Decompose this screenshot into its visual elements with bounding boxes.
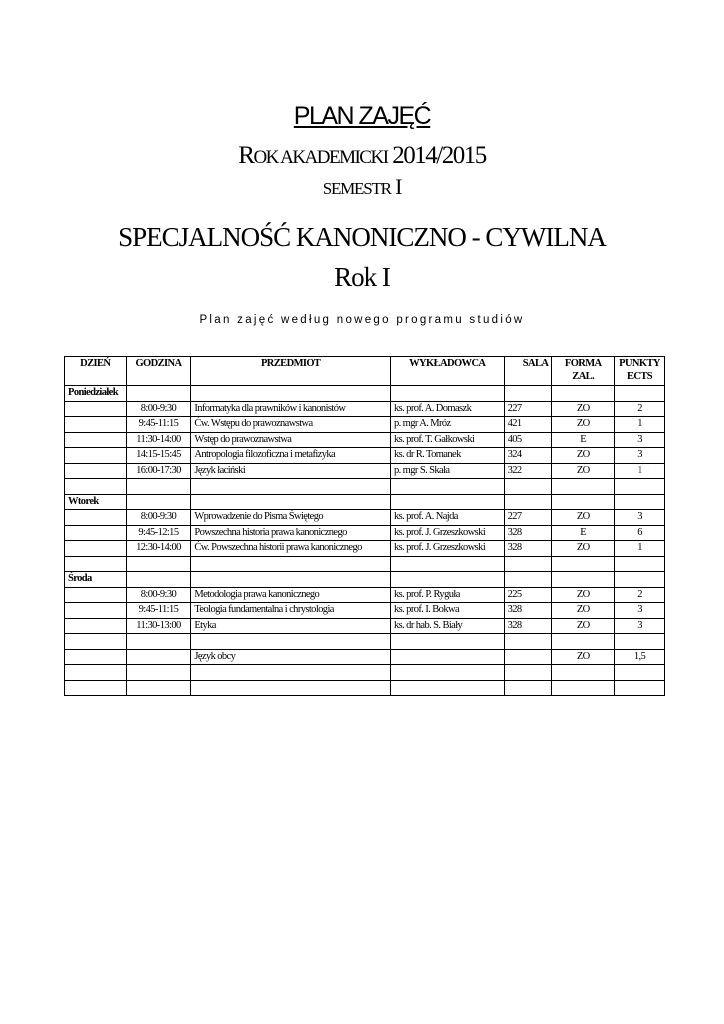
cell-subject xyxy=(191,572,391,588)
table-row xyxy=(65,525,665,541)
specialty-title: SPECJALNOŚĆ KANONICZNO - CYWILNA xyxy=(118,222,606,252)
table-row xyxy=(65,649,665,665)
cell-day xyxy=(65,417,127,433)
cell-room xyxy=(504,665,552,681)
table-row xyxy=(65,572,665,588)
cell-subject: Teologia fundamentalna i chrystologia xyxy=(191,603,391,619)
cell-lecturer: ks. prof. J. Grzeszkowski xyxy=(390,541,504,557)
cell-form: ZO xyxy=(552,618,615,634)
cell-lecturer xyxy=(390,634,504,650)
cell-day xyxy=(65,665,127,681)
cell-subject xyxy=(191,665,391,681)
cell-room: 328 xyxy=(504,541,552,557)
cell-ects xyxy=(615,494,665,510)
cell-ects xyxy=(615,634,665,650)
cell-ects xyxy=(615,665,665,681)
cell-room xyxy=(504,680,552,696)
cell-time: 12:30-14:00 xyxy=(126,541,191,557)
cell-time xyxy=(126,572,191,588)
cell-day xyxy=(65,649,127,665)
cell-ects xyxy=(615,680,665,696)
cell-ects: 2 xyxy=(615,401,665,417)
table-row xyxy=(65,494,665,510)
cell-day: Wtorek xyxy=(65,494,127,510)
cell-form: ZO xyxy=(552,603,615,619)
cell-room: 324 xyxy=(504,448,552,464)
table-row xyxy=(65,634,665,650)
cell-day xyxy=(65,634,127,650)
page-title: PLAN ZAJĘĆ xyxy=(293,102,431,130)
cell-lecturer xyxy=(390,649,504,665)
cell-time xyxy=(126,680,191,696)
cell-subject: Wprowadzenie do Pisma Świętego xyxy=(191,510,391,526)
cell-time: 8:00-9:30 xyxy=(126,401,191,417)
cell-room xyxy=(504,479,552,495)
program-note: Plan zajęć według nowego programu studiów xyxy=(199,314,525,326)
cell-lecturer xyxy=(390,680,504,696)
cell-lecturer: ks. prof. J. Grzeszkowski xyxy=(390,525,504,541)
cell-ects: 1 xyxy=(615,463,665,479)
year-of-study: Rok I xyxy=(334,262,390,292)
cell-time xyxy=(126,494,191,510)
table-row xyxy=(65,479,665,495)
table-row xyxy=(65,541,665,557)
cell-ects: 3 xyxy=(615,510,665,526)
cell-form: ZO xyxy=(552,541,615,557)
cell-time: 11:30-13:00 xyxy=(126,618,191,634)
column-header-time: GODZINA xyxy=(126,357,191,386)
cell-day xyxy=(65,463,127,479)
cell-day xyxy=(65,479,127,495)
cell-subject: Język obcy xyxy=(191,649,391,665)
cell-lecturer xyxy=(390,494,504,510)
cell-lecturer xyxy=(390,572,504,588)
cell-ects: 3 xyxy=(615,448,665,464)
cell-form: ZO xyxy=(552,401,615,417)
cell-ects xyxy=(615,386,665,402)
cell-form xyxy=(552,680,615,696)
semester-value: I xyxy=(395,174,402,199)
table-row xyxy=(65,510,665,526)
cell-time: 9:45-11:15 xyxy=(126,417,191,433)
cell-ects: 3 xyxy=(615,432,665,448)
cell-form xyxy=(552,665,615,681)
table-row xyxy=(65,463,665,479)
cell-room: 328 xyxy=(504,603,552,619)
table-row xyxy=(65,417,665,433)
cell-subject: Metodologia prawa kanonicznego xyxy=(191,587,391,603)
cell-room xyxy=(504,386,552,402)
table-row xyxy=(65,432,665,448)
cell-time xyxy=(126,386,191,402)
cell-ects: 1,5 xyxy=(615,649,665,665)
cell-form: ZO xyxy=(552,649,615,665)
table-row xyxy=(65,603,665,619)
cell-subject: Informatyka dla prawników i kanonistów xyxy=(191,401,391,417)
cell-lecturer: ks. prof. P. Ryguła xyxy=(390,587,504,603)
cell-subject: Powszechna historia prawa kanonicznego xyxy=(191,525,391,541)
cell-form xyxy=(552,479,615,495)
column-header-lecturer: WYKŁADOWCA xyxy=(390,357,504,386)
cell-time: 9:45-11:15 xyxy=(126,603,191,619)
cell-form: E xyxy=(552,432,615,448)
cell-room xyxy=(504,649,552,665)
cell-time: 11:30-14:00 xyxy=(126,432,191,448)
cell-form: E xyxy=(552,525,615,541)
column-header-subject: PRZEDMIOT xyxy=(191,357,391,386)
cell-lecturer: ks. prof. T. Gałkowski xyxy=(390,432,504,448)
cell-subject xyxy=(191,386,391,402)
cell-room: 405 xyxy=(504,432,552,448)
schedule-table xyxy=(64,356,665,696)
cell-lecturer: ks. prof. A. Domaszk xyxy=(390,401,504,417)
column-header-form: FORMA ZAL. xyxy=(552,357,615,386)
cell-room xyxy=(504,494,552,510)
table-row xyxy=(65,386,665,402)
cell-form xyxy=(552,572,615,588)
cell-subject xyxy=(191,494,391,510)
cell-room xyxy=(504,572,552,588)
cell-subject: Etyka xyxy=(191,618,391,634)
cell-form: ZO xyxy=(552,463,615,479)
cell-lecturer: ks. dr R. Tomanek xyxy=(390,448,504,464)
cell-form xyxy=(552,556,615,572)
cell-room: 227 xyxy=(504,401,552,417)
table-row xyxy=(65,448,665,464)
cell-time: 9:45-12:15 xyxy=(126,525,191,541)
cell-ects xyxy=(615,572,665,588)
cell-ects: 6 xyxy=(615,525,665,541)
cell-day xyxy=(65,618,127,634)
cell-form: ZO xyxy=(552,448,615,464)
cell-day xyxy=(65,541,127,557)
academic-year xyxy=(0,142,724,170)
cell-subject: Ćw. Wstępu do prawoznawstwa xyxy=(191,417,391,433)
cell-room: 322 xyxy=(504,463,552,479)
cell-lecturer: p. mgr S. Skała xyxy=(390,463,504,479)
cell-day xyxy=(65,510,127,526)
cell-form: ZO xyxy=(552,510,615,526)
cell-lecturer xyxy=(390,556,504,572)
cell-lecturer xyxy=(390,665,504,681)
cell-day xyxy=(65,525,127,541)
academic-year-label: OK AKADEMICKI xyxy=(253,147,388,168)
cell-room: 421 xyxy=(504,417,552,433)
cell-form: ZO xyxy=(552,417,615,433)
cell-ects: 1 xyxy=(615,541,665,557)
cell-subject xyxy=(191,634,391,650)
cell-room xyxy=(504,634,552,650)
academic-year-value: 2014/2015 xyxy=(392,142,486,169)
cell-time xyxy=(126,556,191,572)
cell-time: 8:00-9:30 xyxy=(126,587,191,603)
cell-lecturer: ks. prof. I. Bokwa xyxy=(390,603,504,619)
cell-ects: 1 xyxy=(615,417,665,433)
cell-day xyxy=(65,401,127,417)
cell-lecturer xyxy=(390,386,504,402)
cell-subject: Antropologia filozoficzna i metafizyka xyxy=(191,448,391,464)
cell-day xyxy=(65,556,127,572)
cell-subject: Ćw. Powszechna historii prawa kanonicznego xyxy=(191,541,391,557)
cell-lecturer: p. mgr A. Mróz xyxy=(390,417,504,433)
table-row xyxy=(65,680,665,696)
cell-lecturer xyxy=(390,479,504,495)
cell-ects: 2 xyxy=(615,587,665,603)
academic-year-initial: R xyxy=(238,142,254,169)
table-header-row xyxy=(65,357,665,386)
cell-subject xyxy=(191,680,391,696)
cell-form xyxy=(552,494,615,510)
table-row xyxy=(65,401,665,417)
cell-subject: Język łaciński xyxy=(191,463,391,479)
cell-room: 328 xyxy=(504,525,552,541)
cell-lecturer: ks. dr hab. S. Biały xyxy=(390,618,504,634)
cell-time: 14:15-15:45 xyxy=(126,448,191,464)
cell-day: Poniedziałek xyxy=(65,386,127,402)
cell-time xyxy=(126,634,191,650)
cell-room xyxy=(504,556,552,572)
cell-form xyxy=(552,634,615,650)
cell-form: ZO xyxy=(552,587,615,603)
cell-subject xyxy=(191,556,391,572)
cell-time xyxy=(126,649,191,665)
cell-day xyxy=(65,587,127,603)
cell-subject xyxy=(191,479,391,495)
cell-room: 328 xyxy=(504,618,552,634)
cell-ects: 3 xyxy=(615,618,665,634)
semester xyxy=(0,174,724,200)
table-row xyxy=(65,665,665,681)
column-header-day: DZIEŃ xyxy=(65,357,127,386)
cell-time xyxy=(126,479,191,495)
cell-day xyxy=(65,680,127,696)
table-row xyxy=(65,587,665,603)
cell-ects xyxy=(615,479,665,495)
cell-day xyxy=(65,432,127,448)
semester-label: SEMESTR xyxy=(322,179,391,198)
cell-time xyxy=(126,665,191,681)
cell-day xyxy=(65,448,127,464)
cell-subject: Wstęp do prawoznawstwa xyxy=(191,432,391,448)
cell-room: 225 xyxy=(504,587,552,603)
cell-room: 227 xyxy=(504,510,552,526)
cell-form xyxy=(552,386,615,402)
cell-ects: 3 xyxy=(615,603,665,619)
cell-day: Środa xyxy=(65,572,127,588)
cell-time: 16:00-17:30 xyxy=(126,463,191,479)
cell-ects xyxy=(615,556,665,572)
cell-day xyxy=(65,603,127,619)
table-row xyxy=(65,556,665,572)
cell-lecturer: ks. prof. A. Najda xyxy=(390,510,504,526)
column-header-ects: PUNKTY ECTS xyxy=(615,357,665,386)
table-row xyxy=(65,618,665,634)
cell-time: 8:00-9:30 xyxy=(126,510,191,526)
column-header-room: SALA xyxy=(504,357,552,386)
